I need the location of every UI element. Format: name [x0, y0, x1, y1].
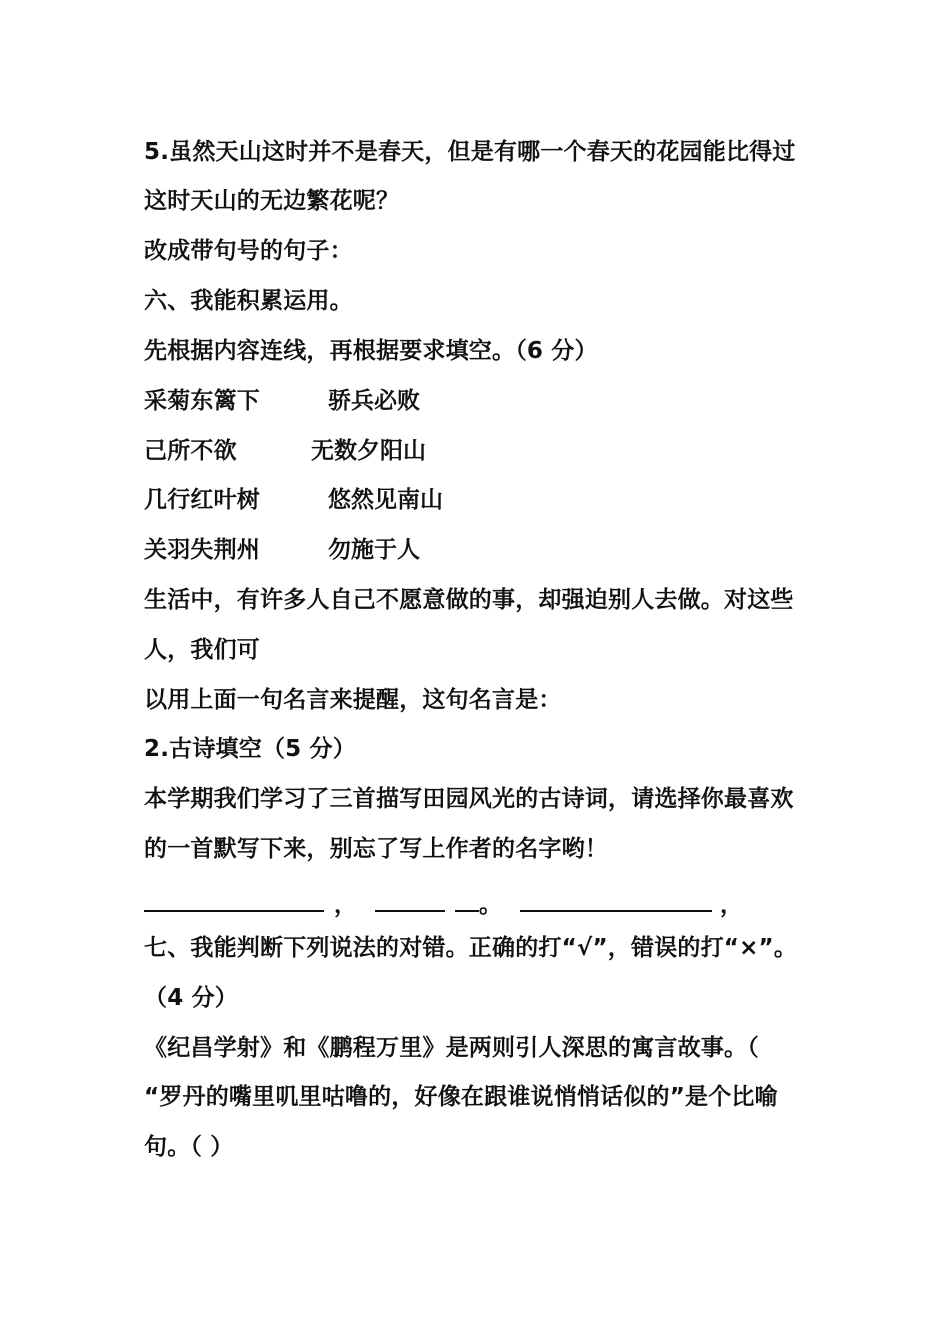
section-6-heading: 六、我能积累运用。	[144, 288, 353, 314]
question-5-line-1: 5.虽然天山这时并不是春天，但是有哪一个春天的花园能比得过	[144, 139, 796, 165]
comma-mark: ，	[334, 892, 357, 918]
matching-left-1: 采菊东篱下	[144, 388, 260, 414]
paragraph-line-3: 以用上面一句名言来提醒，这句名言是：	[144, 687, 562, 713]
poem-instruction-line-2: 的一首默写下来，别忘了写上作者的名字哟！	[144, 836, 608, 862]
question-5-line-2: 这时天山的无边繁花呢？	[144, 188, 400, 214]
poem-instruction-line-1: 本学期我们学习了三首描写田园风光的古诗词，请选择你最喜欢	[144, 786, 794, 812]
matching-right-2: 无数夕阳山	[311, 438, 426, 464]
judge-item-2-line-1: “罗丹的嘴里叽里咕噜的，好像在跟谁说悄悄话似的”是个比喻	[144, 1084, 778, 1110]
answer-blank[interactable]	[455, 888, 479, 912]
answer-blank[interactable]	[144, 888, 324, 912]
judge-item-1: 《纪昌学射》和《鹏程万里》是两则引人深思的寓言故事。（	[144, 1035, 759, 1061]
section-7-heading: 七、我能判断下列说法的对错。正确的打“√”，错误的打“×”。	[144, 935, 798, 961]
matching-right-3: 悠然见南山	[328, 487, 443, 513]
rewrite-instruction: 改成带句号的句子：	[144, 238, 353, 264]
judge-item-2-line-2: 句。（ ）	[144, 1134, 234, 1160]
matching-left-4: 关羽失荆州	[144, 537, 260, 563]
answer-blank[interactable]	[520, 888, 712, 912]
answer-blank[interactable]	[375, 888, 445, 912]
matching-instruction: 先根据内容连线，再根据要求填空。（6 分）	[144, 338, 598, 364]
period-mark: 。	[479, 892, 502, 918]
matching-right-4: 勿施于人	[328, 537, 420, 563]
matching-right-1: 骄兵必败	[328, 388, 420, 414]
paragraph-line-1: 生活中，有许多人自己不愿意做的事，却强迫别人去做。对这些	[144, 587, 794, 613]
section-7-score: （4 分）	[144, 985, 239, 1011]
poem-fill-row	[144, 888, 743, 920]
matching-left-2: 己所不欲	[144, 438, 237, 464]
comma-mark: ，	[720, 892, 743, 918]
paragraph-line-2: 人，我们可	[144, 637, 260, 663]
poem-question-heading: 2.古诗填空（5 分）	[144, 736, 356, 762]
matching-left-3: 几行红叶树	[144, 487, 260, 513]
